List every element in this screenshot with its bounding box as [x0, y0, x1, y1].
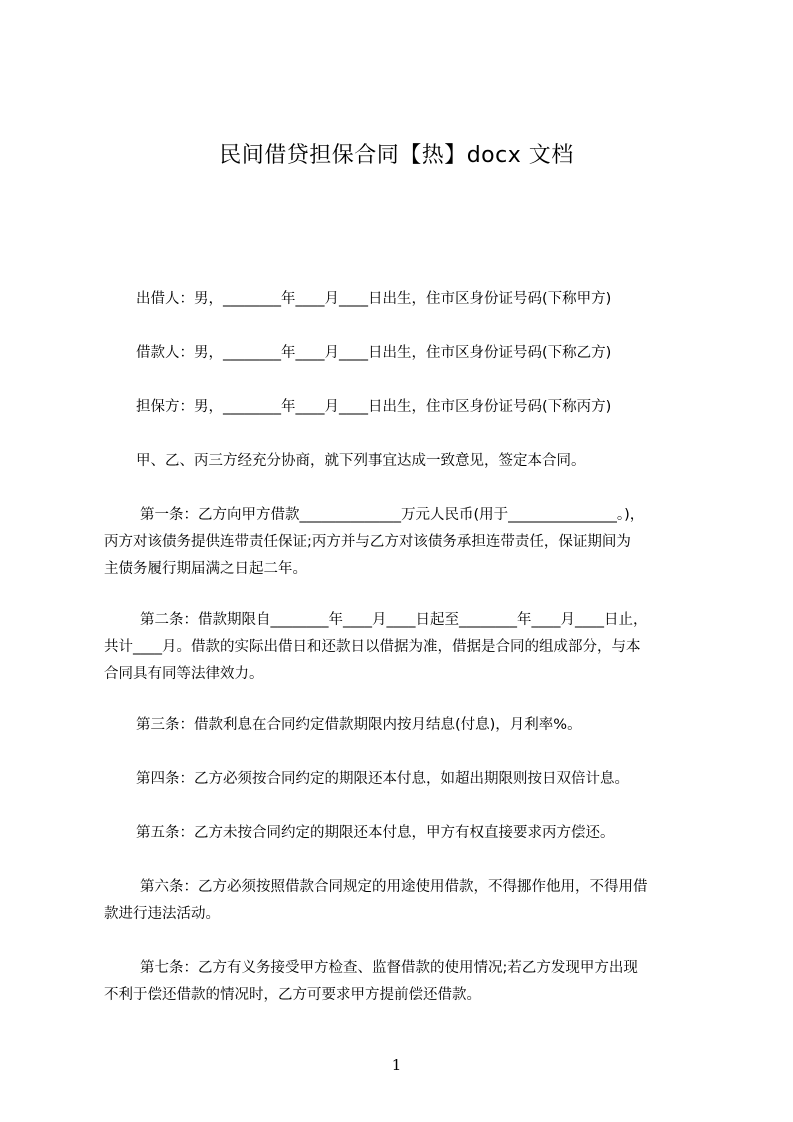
article-5	[104, 820, 700, 847]
article-7	[104, 955, 700, 1009]
article-3-text: 第三条：借款利息在合同约定借款期限内按月结息(付息)，月利率%。	[136, 717, 582, 733]
preamble	[104, 448, 700, 475]
article-2	[104, 607, 700, 688]
document-title: 民间借贷担保合同【热】docx 文档	[219, 143, 574, 168]
article-6	[104, 874, 700, 928]
party-lender	[104, 286, 700, 313]
article-2-line-3: 合同具有同等法律效力。	[104, 666, 264, 682]
article-1-line-2: 丙方对该债务提供连带责任保证;丙方并与乙方对该债务承担连带责任，保证期间为	[104, 534, 631, 550]
party-lender-text: 出借人：男，________年____月____日出生，住市区身份证号码(下称甲方)	[136, 291, 612, 307]
article-7-line-2: 不利于偿还借款的情况时，乙方可要求甲方提前偿还借款。	[104, 987, 481, 1003]
article-2-line-1: 第二条：借款期限自________年____月____日起至________年____月____日止，	[140, 612, 648, 628]
party-guarantor	[104, 394, 700, 421]
preamble-text: 甲、乙、丙三方经充分协商，就下列事宜达成一致意见，签定本合同。	[136, 453, 586, 469]
article-6-line-1: 第六条：乙方必须按照借款合同规定的用途使用借款，不得挪作他用，不得用借	[140, 879, 648, 895]
party-borrower	[104, 340, 700, 367]
article-6-line-2: 款进行违法活动。	[104, 906, 220, 922]
article-4-text: 第四条：乙方必须按合同约定的期限还本付息，如超出期限则按日双倍计息。	[136, 771, 629, 787]
article-2-line-2: 共计____月。借款的实际出借日和还款日以借据为准，借据是合同的组成部分，与本	[104, 639, 641, 655]
article-1-line-3: 主债务履行期届满之日起二年。	[104, 561, 307, 577]
page-number: 1	[391, 1056, 402, 1074]
article-3	[104, 712, 700, 739]
article-1	[104, 502, 700, 583]
article-1-line-1: 第一条：乙方向甲方借款______________万元人民币(用于_______________。)，	[140, 507, 645, 523]
article-7-line-1: 第七条：乙方有义务接受甲方检查、监督借款的使用情况;若乙方发现甲方出现	[140, 960, 638, 976]
party-guarantor-text: 担保方：男，________年____月____日出生，住市区身份证号码(下称丙方)	[136, 399, 612, 415]
article-5-text: 第五条：乙方未按合同约定的期限还本付息，甲方有权直接要求丙方偿还。	[136, 825, 615, 841]
article-4	[104, 766, 700, 793]
party-borrower-text: 借款人：男，________年____月____日出生，住市区身份证号码(下称乙方)	[136, 345, 612, 361]
